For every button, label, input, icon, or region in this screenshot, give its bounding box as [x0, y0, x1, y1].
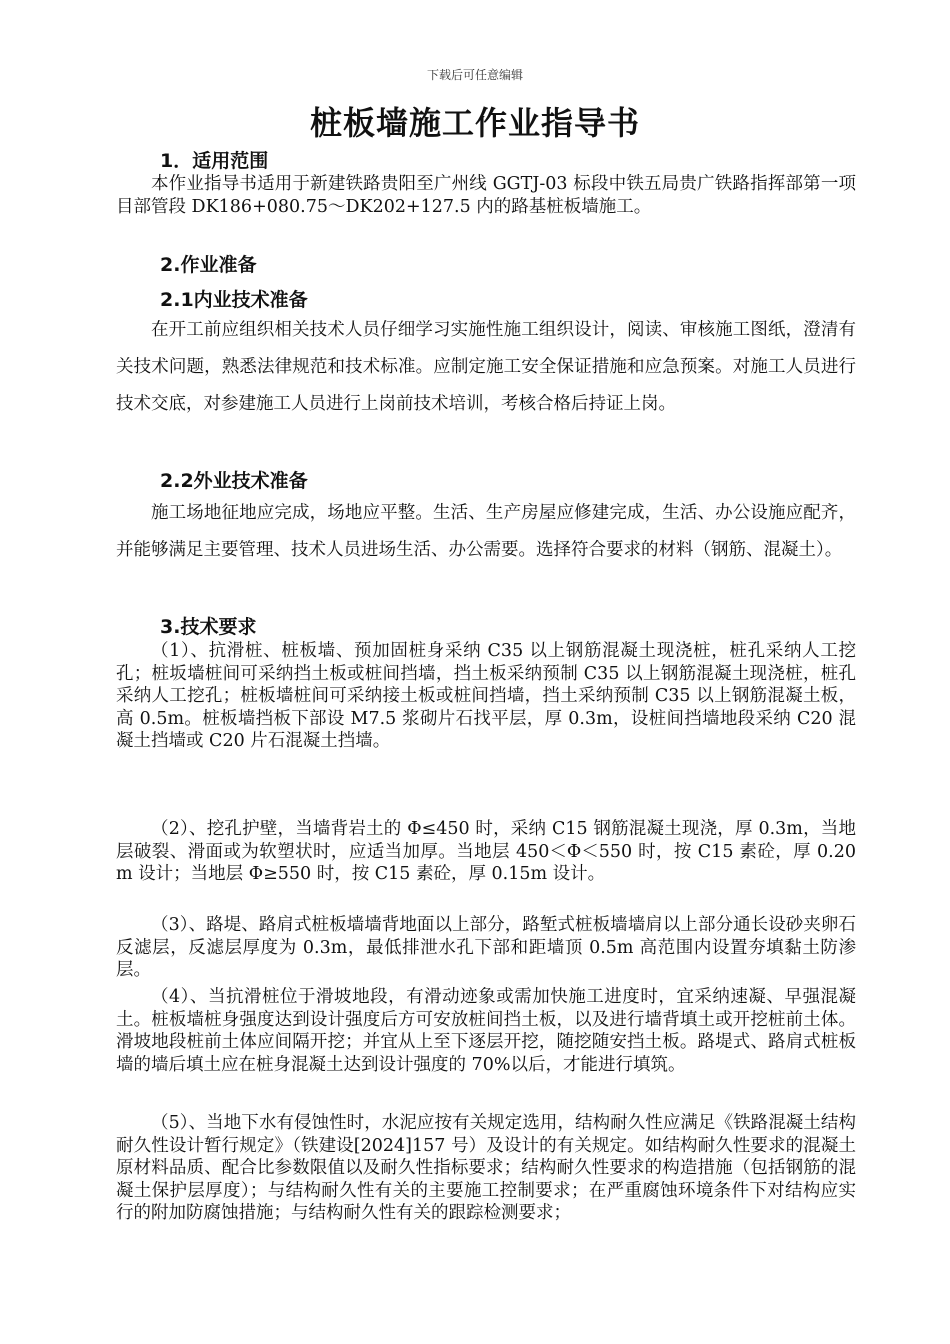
- section-2-2-text: 施工场地征地应完成，场地应平整。生活、生产房屋应修建完成，生活、办公设施应配齐，并能够满足主要管理、技术人员进场生活、办公需要。选择符合要求的材料（钢筋、混凝土）。: [116, 503, 856, 560]
- section-3-item-4: （4）、当抗滑桩位于滑坡地段，有滑动迹象或需加快施工进度时，宜采纳速凝、早强混凝土。桩板墙桩身强度达到设计强度后方可安放桩间挡土板，以及进行墙背填土或开挖桩前土体。滑坡地段桩前土体应间隔开挖；并宜从上至下逐层开挖，随挖随安挡土板。路堤式、路肩式桩板墙的墙后填土应在桩身混凝土达到设计强度的 70%以后，才能进行填筑。: [116, 987, 856, 1075]
- document-title: 桩板墙施工作业指导书: [309, 104, 640, 142]
- section-3-item-1: （1）、抗滑桩、桩板墙、预加固桩身采纳 C35 以上钢筋混凝土现浇桩，桩孔采纳人工挖孔；桩坂墙桩间可采纳挡土板或桩间挡墙，挡土板采纳预制 C35 以上钢筋混凝土现浇桩，桩孔采纳人工挖孔；桩板墙桩间可采纳接土板或桩间挡墙，挡土采纳预制 C35 以上钢筋混凝土板，高 0.5m。桩板墙挡板下部设 M7.5 浆砌片石找平层，厚 0.3m，设桩间挡墙地段采纳 C20 混凝土挡墙或 C20 片石混凝土挡墙。: [116, 641, 856, 751]
- section-2-heading: 2.作业准备: [160, 254, 257, 276]
- section-3-heading: 3.技术要求: [160, 616, 257, 638]
- section-2-1-heading: 2.1内业技术准备: [160, 289, 308, 311]
- section-1-heading: 1．适用范围: [160, 150, 269, 172]
- section-2-1-text: 在开工前应组织相关技术人员仔细学习实施性施工组织设计，阅读、审核施工图纸，澄清有关技术问题，熟悉法律规范和技术标准。应制定施工安全保证措施和应急预案。对施工人员进行技术交底，对参建施工人员进行上岗前技术培训，考核合格后持证上岗。: [116, 320, 856, 414]
- section-1-text: 本作业指导书适用于新建铁路贵阳至广州线 GGTJ-03 标段中铁五局贵广铁路指挥部第一项目部管段 DK186+080.75～DK202+127.5 内的路基桩板墙施工。: [116, 174, 856, 217]
- section-3-item-2: （2）、挖孔护壁，当墙背岩土的 Φ≤450 时，采纳 C15 钢筋混凝土现浇，厚 0.3m，当地层破裂、滑面或为软塑状时，应适当加厚。当地层 450＜Φ＜550 时，按 C15 素砼，厚 0.20m 设计；当地层 Φ≥550 时，按 C15 素砼，厚 0.15m 设计。: [116, 819, 856, 884]
- section-3-item-5: （5）、当地下水有侵蚀性时，水泥应按有关规定选用，结构耐久性应满足《铁路混凝土结构耐久性设计暂行规定》（铁建设[2024]157 号）及设计的有关规定。如结构耐久性要求的混凝土原材料品质、配合比参数限值以及耐久性指标要求；结构耐久性要求的构造措施（包括钢筋的混凝土保护层厚度）；与结构耐久性有关的主要施工控制要求；在严重腐蚀环境条件下对结构应实行的附加防腐蚀措施；与结构耐久性有关的跟踪检测要求；: [116, 1113, 856, 1223]
- section-2-2-heading: 2.2外业技术准备: [160, 470, 308, 492]
- header-note: 下载后可任意编辑: [426, 68, 523, 82]
- section-3-item-3: （3）、路堤、路肩式桩板墙墙背地面以上部分，路堑式桩板墙墙肩以上部分通长设砂夹卵石反滤层，反滤层厚度为 0.3m，最低排泄水孔下部和距墙顶 0.5m 高范围内设置夯填黏土防渗层。: [116, 915, 856, 980]
